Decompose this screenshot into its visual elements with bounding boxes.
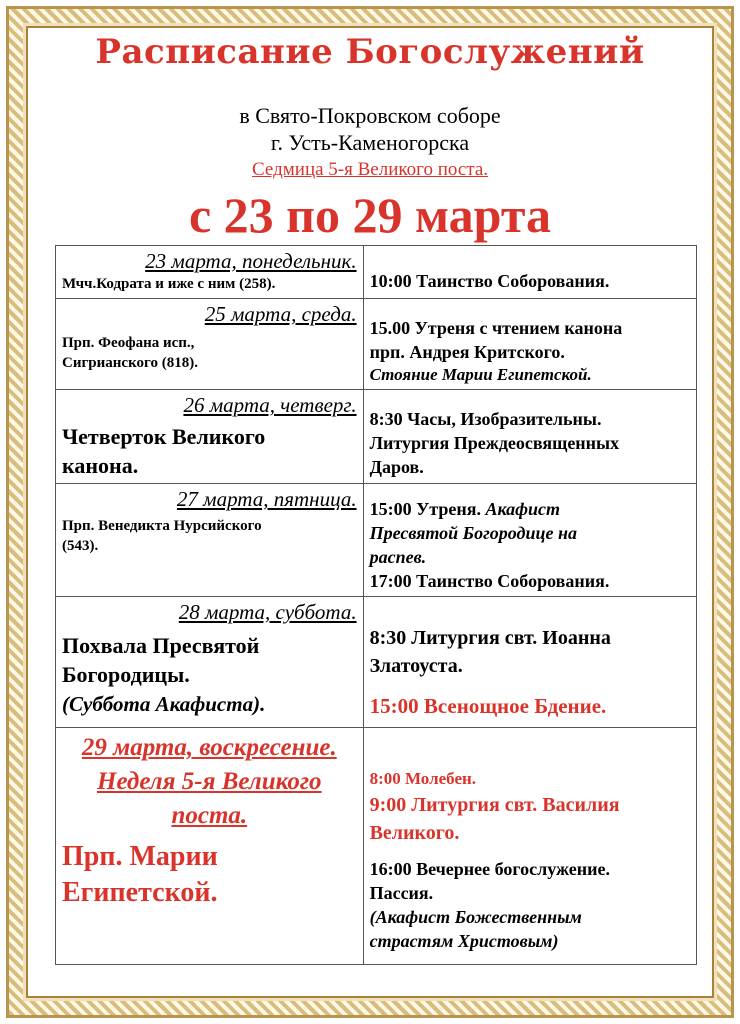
table-row: [56, 597, 697, 728]
saint-text: Богородицы.: [62, 662, 190, 687]
table-row: [56, 484, 697, 597]
service-line: Златоуста.: [369, 655, 463, 677]
service-cell: [363, 390, 696, 484]
table-row: [56, 246, 697, 299]
day-cell: [56, 390, 364, 484]
service-note: страстям Христовым): [369, 931, 559, 951]
sunday-week: поста.: [171, 802, 248, 829]
service-cell: [363, 597, 696, 728]
service-note: (Акафист Божественным: [369, 907, 582, 927]
church-name: в Свято-Покровском соборе: [239, 103, 501, 128]
saint-text: канона.: [62, 453, 139, 478]
city-name: г. Усть-Каменогорска: [270, 130, 470, 155]
service-line: 16:00 Вечернее богослужение.: [369, 859, 610, 879]
saint-text: Четверток Великого: [62, 424, 266, 449]
saint-text: Прп. Венедикта Нурсийского: [62, 518, 262, 534]
service-italic: Пресвятой Богородице на: [369, 523, 577, 543]
evening-service: 15:00 Всенощное Бдение.: [369, 694, 607, 718]
table-row: [56, 728, 697, 965]
sunday-saint: Прп. Марии: [62, 841, 218, 872]
week-label: Седмица 5-я Великого поста.: [252, 159, 488, 180]
service-line: 8:00 Молебен.: [369, 769, 477, 788]
service-note: Стояние Марии Египетской.: [369, 365, 592, 384]
day-heading: 27 марта, пятница.: [176, 487, 357, 511]
day-cell: [56, 246, 364, 299]
day-cell: [56, 484, 364, 597]
day-heading: 23 марта, понедельник.: [145, 249, 357, 273]
service-line: Литургия Преждеосвященных: [369, 433, 620, 453]
saint-note: (Суббота Акафиста).: [62, 692, 266, 716]
saint-text: Мчч.Кодрата и иже с ним (258).: [62, 276, 276, 292]
day-heading: 28 марта, суббота.: [178, 600, 357, 624]
sunday-heading: 29 марта, воскресение.: [81, 734, 337, 761]
saint-text: Сигрианского (818).: [62, 355, 198, 371]
service-cell: [363, 728, 696, 965]
day-cell: [56, 597, 364, 728]
date-range: с 23 по 29 марта: [188, 187, 552, 243]
service-line: 8:30 Литургия свт. Иоанна: [369, 627, 611, 649]
service-line: 8:30 Часы, Изобразительны.: [369, 409, 602, 429]
day-cell: [56, 299, 364, 390]
service-line: 17:00 Таинство Соборования.: [369, 571, 610, 591]
table-row: [56, 299, 697, 390]
service-line: прп. Андрея Критского.: [369, 342, 565, 362]
saint-note-text: (Суббота Акафиста): [62, 692, 261, 716]
day-cell: [56, 728, 364, 965]
service-line: 15.00 Утреня с чтением канона: [369, 318, 623, 338]
service-cell: [363, 246, 696, 299]
service-italic: распев.: [369, 547, 427, 567]
service-line: 9:00 Литургия свт. Василия: [369, 794, 620, 816]
service-time: 15:00 Утреня.: [369, 499, 481, 519]
sunday-week: Неделя 5-я Великого: [97, 768, 322, 795]
saint-text: Похвала Пресвятой: [62, 633, 260, 658]
service-line: [370, 497, 690, 521]
service-cell: [363, 484, 696, 597]
day-heading: 26 марта, четверг.: [183, 393, 357, 417]
saint-text: (543).: [62, 538, 99, 554]
saint-text: Прп. Феофана исп.,: [62, 335, 195, 351]
service-line: Пассия.: [369, 883, 434, 903]
page-title: Расписание Богослужений: [95, 32, 645, 72]
service-italic: Акафист: [485, 499, 561, 519]
service-cell: [363, 299, 696, 390]
service-line: Даров.: [369, 457, 424, 477]
schedule-table: [55, 245, 697, 965]
day-heading: 25 марта, среда.: [204, 302, 357, 326]
service-line: 10:00 Таинство Соборования.: [369, 271, 610, 291]
sunday-saint: Египетской.: [62, 877, 218, 908]
table-row: [56, 390, 697, 484]
service-line: Великого.: [369, 822, 460, 844]
